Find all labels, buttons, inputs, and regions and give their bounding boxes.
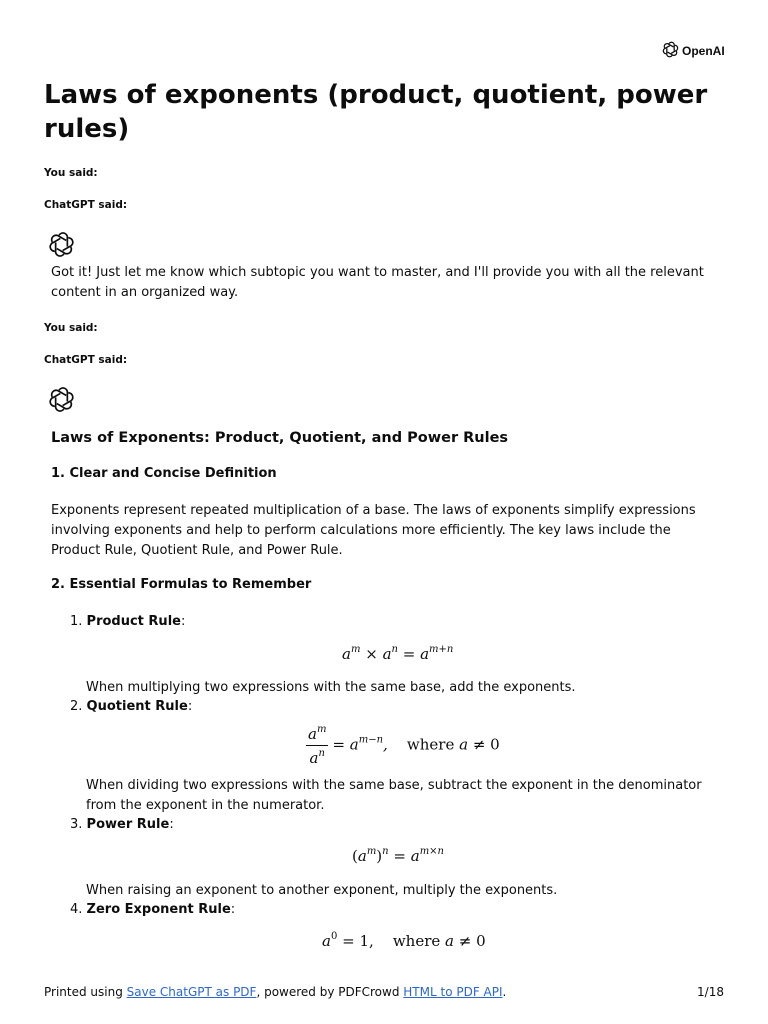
you-said-label: You said:: [44, 167, 98, 179]
section-heading: 2. Essential Formulas to Remember: [51, 577, 312, 592]
definition-text: Exponents represent repeated multiplication of a base. The laws of exponents simplify expressions involving exponents and help to perform calculations more efficiently. The key laws include the Product Rule, Quotient Rule, and Power Rule.: [51, 503, 696, 558]
reply-text: Got it! Just let me know which subtopic you want to master, and I'll provide you with all the relevant content in an organized way.: [51, 265, 704, 300]
openai-brand: [662, 41, 725, 61]
rule-title: 3. Power Rule:: [70, 817, 174, 832]
you-said-label: You said:: [44, 322, 98, 334]
brand-name: OpenAI: [682, 44, 725, 58]
rule-title: 2. Quotient Rule:: [70, 699, 193, 714]
zero-exponent-formula: $a^0 = 1$, where a ≠ 0: [322, 931, 486, 950]
page-title: Laws of exponents (product, quotient, power rules): [44, 80, 708, 144]
chatgpt-avatar-icon: [48, 386, 75, 413]
section-heading: 1. Clear and Concise Definition: [51, 466, 277, 481]
footer: Printed using Save ChatGPT as PDF, powered by PDFCrowd HTML to PDF API.: [44, 985, 507, 999]
quotient-rule-formula: $\frac{a^m}{a^n}$ = $a^{m-n}$, where a ≠ 0: [308, 724, 500, 767]
openai-logo-icon: [662, 41, 679, 61]
power-rule-formula: $(a^m)^n = a^{m\times n}$: [352, 846, 444, 865]
save-chatgpt-pdf-link[interactable]: Save ChatGPT as PDF: [126, 985, 257, 999]
chatgpt-avatar-icon: [48, 231, 75, 258]
chatgpt-said-label: ChatGPT said:: [44, 354, 128, 366]
rule-description: When multiplying two expressions with the same base, add the exponents.: [86, 680, 576, 695]
page-number: 1/18: [697, 985, 724, 999]
html-to-pdf-api-link[interactable]: HTML to PDF API: [403, 985, 503, 999]
rule-description: When dividing two expressions with the same base, subtract the exponent in the denominator from the exponent in the numerator.: [86, 778, 702, 813]
rule-description: When raising an exponent to another exponent, multiply the exponents.: [86, 883, 558, 898]
article-heading: Laws of Exponents: Product, Quotient, and Power Rules: [51, 430, 509, 446]
rule-title: 4. Zero Exponent Rule:: [70, 902, 236, 917]
rule-title: 1. Product Rule:: [70, 614, 186, 629]
chatgpt-said-label: ChatGPT said:: [44, 199, 128, 211]
product-rule-formula: $a^m \times a^n = a^{m+n}$: [342, 644, 454, 663]
